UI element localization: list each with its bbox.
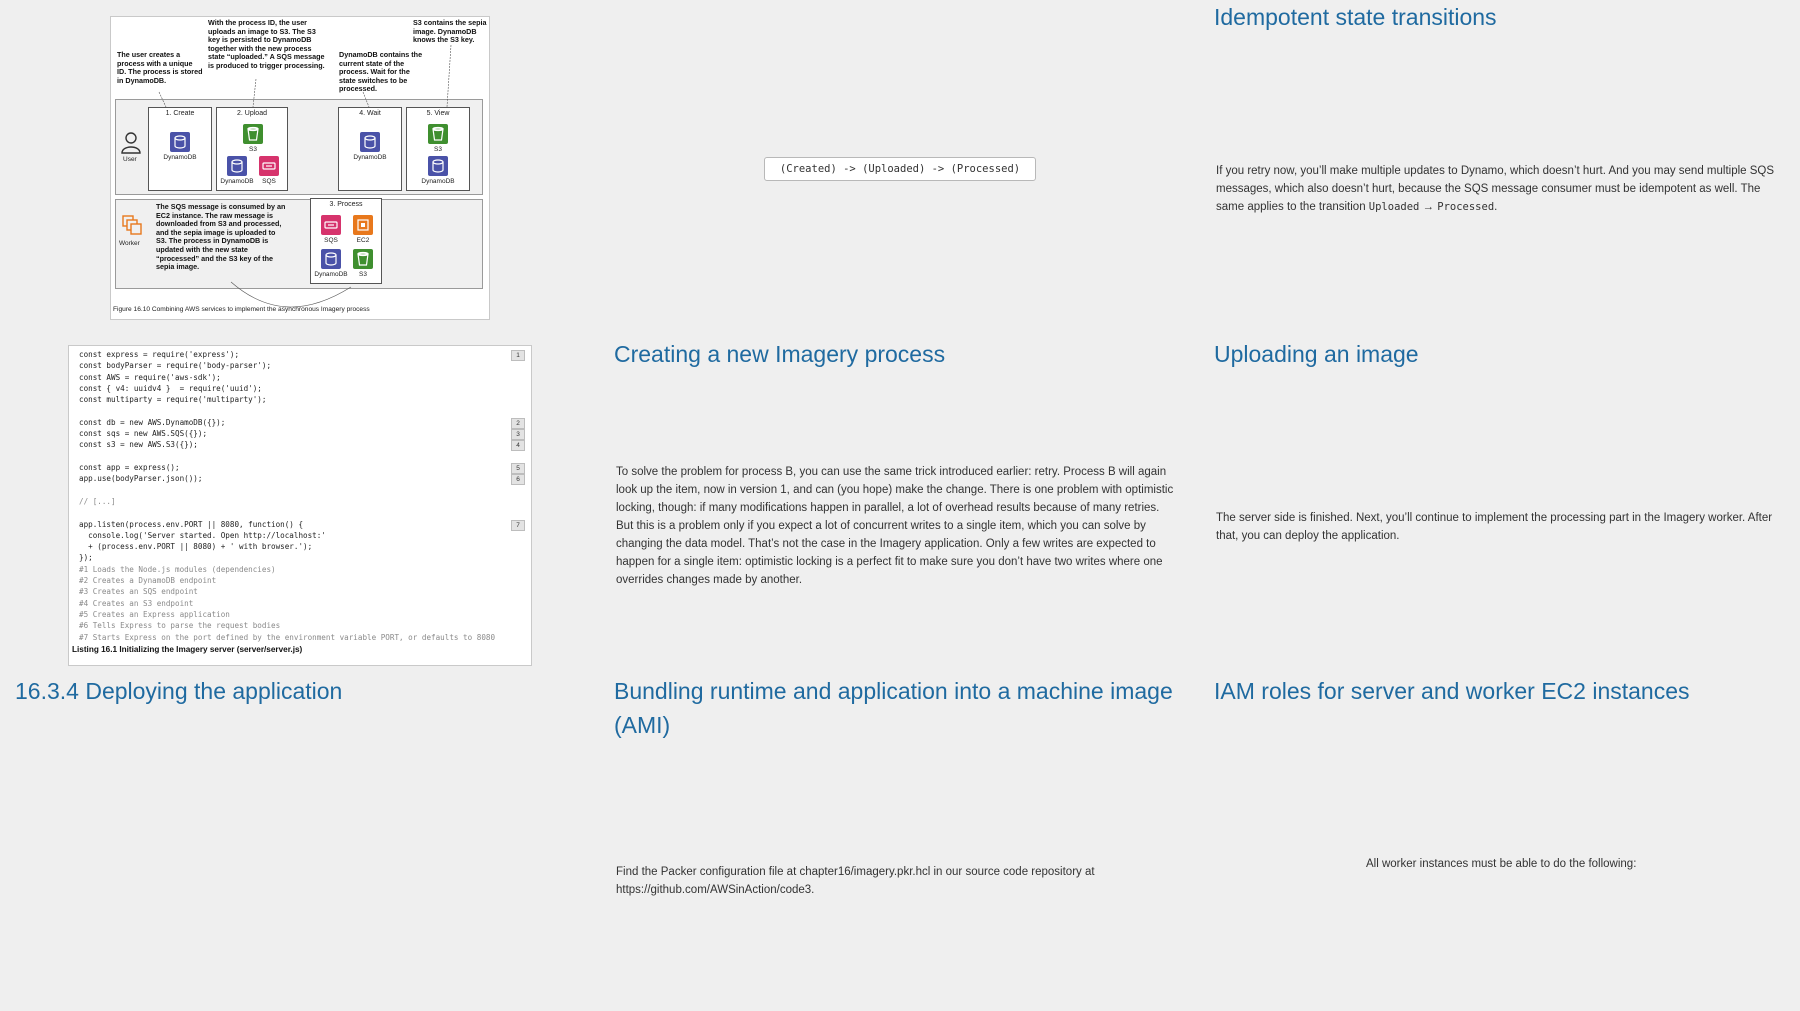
step-wait [338,107,402,191]
figure-caption: Figure 16.10 Combining AWS services to implement the asynchronous Imagery process [113,306,370,313]
heading-creating-imagery-process: Creating a new Imagery process [614,341,946,367]
code-annotation-marker: 1 [511,350,525,361]
paragraph-idempotent-text: If you retry now, you’ll make multiple updates to Dynamo, which doesn’t hurt. And you may send multiple SQS messages, which also doesn’t hurt, because the SQS message consumer must be idempotent as well. The same applies to the transition [1216,165,1775,213]
note-wait: DynamoDB contains the current state of the process. Wait for the state switches to be processed. [339,50,423,94]
step-upload-s3-label: S3 [249,146,257,153]
worker-icon [121,214,143,236]
step-upload-sqs-label: SQS [262,178,276,185]
dynamodb-icon [170,132,190,152]
step-upload-title: 2. Upload [237,110,267,117]
note-upload: With the process ID, the user uploads an image to S3. The S3 key is persisted to DynamoDB together with the new process state “uploaded.” A SQS message is produced to trigger processing. [208,18,325,70]
heading-iam-roles: IAM roles for server and worker EC2 instances [1214,678,1690,704]
note-view: S3 contains the sepia image. DynamoDB knows the S3 key. [413,18,487,45]
code-comment-line: #3 Creates an SQS endpoint [79,587,198,597]
step-process [310,198,382,284]
code-line: console.log('Server started. Open http://localhost:' [79,530,326,540]
step-upload-dynamodb-label: DynamoDB [220,178,254,185]
s3-icon [353,249,373,269]
step-view-title: 5. View [426,110,450,117]
user-icon [121,132,141,154]
code-line: // [...] [79,496,116,506]
code-annotation-marker: 3 [511,429,525,440]
user-label: User [123,156,137,163]
step-create-service-label: DynamoDB [163,154,197,161]
code-line: const bodyParser = require('body-parser'); [79,361,272,371]
sqs-icon [259,156,279,176]
step-process-dynamodb-label: DynamoDB [314,271,348,278]
s3-icon [428,124,448,144]
step-process-title: 3. Process [329,201,363,208]
code-line: const db = new AWS.DynamoDB({}); [79,417,226,427]
code-line: const multiparty = require('multiparty'); [79,395,267,405]
code-annotation-marker: 2 [511,418,525,429]
heading-idempotent-state-transitions: Idempotent state transitions [1214,4,1497,30]
code-annotation-marker: 4 [511,440,525,451]
ec2-icon [353,215,373,235]
code-comment-line: #1 Loads the Node.js modules (dependencies) [79,564,276,574]
code-listing [68,345,532,666]
step-create-title: 1. Create [165,110,195,117]
code-line: app.listen(process.env.PORT || 8080, function() { [79,519,304,529]
code-annotation-marker: 5 [511,463,525,474]
code-line: const AWS = require('aws-sdk'); [79,372,221,382]
dynamodb-icon [360,132,380,152]
code-comment-line: #5 Creates an Express application [79,609,230,619]
sqs-icon [321,215,341,235]
paragraph-uploading: The server side is finished. Next, you’ll continue to implement the processing part in the Imagery worker. After that, you can deploy the application. [1216,512,1773,542]
code-line: const sqs = new AWS.SQS({}); [79,429,208,439]
code-comment-line: #7 Starts Express on the port defined by the environment variable PORT, or defaults to 8080 [79,632,496,642]
code-line: }); [79,553,93,563]
code-line: const s3 = new AWS.S3({}); [79,440,198,450]
heading-uploading-image: Uploading an image [1214,341,1419,367]
paragraph-bundling: Find the Packer configuration file at chapter16/imagery.pkr.hcl in our source code repository at https://github.com/AWSinAction/code3. [616,866,1095,896]
step-wait-title: 4. Wait [359,110,381,117]
code-line: + (process.env.PORT || 8080) + ' with browser.'); [79,542,313,552]
step-view-dynamodb-label: DynamoDB [421,178,455,185]
user-lane [115,99,483,195]
code-line: const express = require('express'); [79,350,240,359]
code-line: app.use(bodyParser.json()); [79,474,203,484]
code-comment-line: #2 Creates a DynamoDB endpoint [79,576,217,585]
code-uploaded: Uploaded [1368,201,1420,213]
s3-icon [243,124,263,144]
paragraph-creating: To solve the problem for process B, you can use the same trick introduced earlier: retry. Process B will again look up the item, now in version 1, and can (you hope) make the change. There is one problem with optimistic locking, though: if many modifications happen in parallel, a lot of overhead results because of many retries. But this is a problem only if you expect a lot of concurrent writes to a single item, which you can solve by changing the data model. That’s not the case in the Imagery application. Only a few writes are expected to happen for a single item: optimistic locking is a perfect fit to make sure you don’t have two writes where one overrides changes made by another. [616,466,1174,586]
state-transition-code: (Created) -> (Uploaded) -> (Processed) [764,157,1036,181]
note-process: The SQS message is consumed by an EC2 instance. The raw message is downloaded from S3 and processed, and the sepia image is uploaded to S3. The process in DynamoDB is updated with the new state “processed” and the S3 key of the sepia image. [156,202,286,272]
step-create [148,107,212,191]
arrow-symbol: → [1419,201,1438,213]
paragraph-idempotent [1216,162,1776,216]
code-line: const app = express(); [79,463,180,472]
code-annotation-marker: 7 [511,520,525,531]
code-processed: Processed [1437,201,1495,213]
note-create: The user creates a process with a unique ID. The process is stored in DynamoDB. [117,50,203,85]
worker-lane [115,199,483,289]
figure-imagery-process [110,16,490,320]
listing-caption: Listing 16.1 Initializing the Imagery server (server/server.js) [72,645,303,654]
dynamodb-icon [428,156,448,176]
step-view [406,107,470,191]
code-annotation-marker: 6 [511,474,525,485]
heading-bundling-ami: Bundling runtime and application into a machine image (AMI) [614,678,1173,738]
worker-label: Worker [119,240,140,247]
step-process-ec2-label: EC2 [356,237,370,244]
step-process-sqs-label: SQS [324,237,338,244]
paragraph-iam: All worker instances must be able to do the following: [1366,858,1637,870]
paragraph-idempotent-end: . [1494,201,1498,213]
dynamodb-icon [227,156,247,176]
dynamodb-icon [321,249,341,269]
heading-deploying-application: 16.3.4 Deploying the application [15,678,343,704]
step-view-s3-label: S3 [434,146,442,153]
code-comment-line: #6 Tells Express to parse the request bodies [79,621,281,631]
code-line: const { v4: uuidv4 } = require('uuid'); [79,383,262,393]
step-process-s3-label: S3 [359,271,367,278]
step-upload [216,107,288,191]
code-comment-line: #4 Creates an S3 endpoint [79,598,194,608]
step-wait-service-label: DynamoDB [353,154,387,161]
